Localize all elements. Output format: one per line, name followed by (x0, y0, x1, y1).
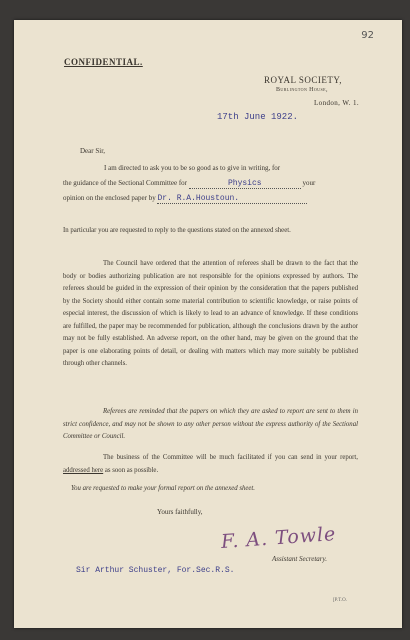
salutation: Dear Sir, (80, 147, 105, 155)
pto-note: [P.T.O. (333, 598, 347, 603)
request-line-3 (63, 194, 307, 204)
society-city: London, W. 1. (314, 99, 360, 107)
society-address: Burlington House, (276, 87, 328, 93)
committee-blank (189, 179, 301, 189)
paragraph-business (63, 452, 358, 477)
handwritten-signature: F. A. Towle (220, 523, 337, 553)
page-number: 92 (361, 30, 374, 41)
request-line-3-prefix: opinion on the enclosed paper by (63, 194, 156, 202)
request-line-2-prefix: the guidance of the Sectional Committee for (63, 179, 188, 187)
paragraph-council: The Council have ordered that the attention of referees shall be drawn to the fact that the body or bodies authorizing publication are not responsible for the opinions expressed by authors. The referees should be guided in the expression of their opinion by the consideration that the papers published by the Society should either contain some material contribution to scientific knowledge, or raise points of especial interest, the discussion of which is likely to lead to an advance of knowledge. If these conditions are fulfilled, the paper may be recommended for publication, although the conclusions drawn by the author may not be fully established. An adverse report, on the other hand, may be given on the ground that the paper is one elaborating points of detail, or dealing with matters which may more suitably be published through other channels. (63, 260, 358, 367)
confidential-heading: CONFIDENTIAL. (64, 57, 143, 67)
business-suffix: as soon as possible. (104, 466, 159, 474)
paragraph-referees: Referees are reminded that the papers on which they are asked to report are sent to them in strict confidence, and may not be shown to any other person without the express authority of the Sectional Committee or Council. (63, 408, 358, 440)
request-line-2 (63, 179, 315, 189)
committee-name: Physics (227, 179, 262, 188)
author-blank (157, 194, 307, 204)
society-name: ROYAL SOCIETY, (264, 75, 343, 85)
paragraph-formal-report: You are requested to make your formal report on the annexed sheet. (71, 485, 255, 492)
letter-page (14, 20, 402, 628)
request-line-1: I am directed to ask you to be so good as to give in writing, for (104, 164, 281, 172)
signatory-title: Assistant Secretary. (272, 555, 327, 563)
letter-date: 17th June 1922. (217, 112, 299, 122)
business-addressed: addressed here (63, 466, 104, 474)
closing: Yours faithfully, (157, 508, 203, 516)
business-prefix: The business of the Committee will be much facilitated if you can send in your report, (103, 454, 358, 461)
recipient-name: Sir Arthur Schuster, For.Sec.R.S. (76, 566, 235, 575)
paragraph-particular: In particular you are requested to reply to the questions stated on the annexed sheet. (63, 227, 291, 234)
author-name: Dr. R.A.Houstoun. (157, 194, 240, 203)
request-line-2-suffix: your (302, 179, 316, 187)
